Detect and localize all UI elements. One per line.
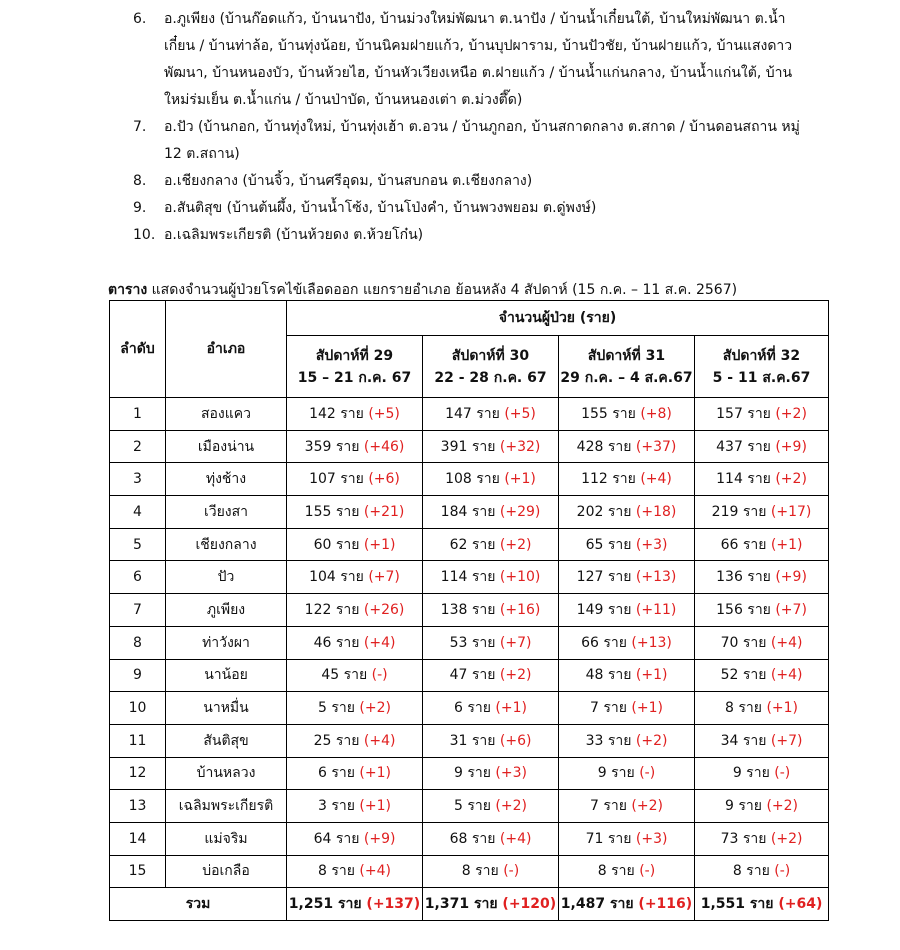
case-change: (+1)	[359, 765, 391, 782]
list-item	[0, 6, 900, 114]
district-cell: นาน้อย	[166, 659, 287, 692]
case-change: (-)	[503, 863, 520, 880]
list-item-number: 6.	[133, 11, 147, 27]
case-change: (+3)	[635, 830, 668, 847]
case-cell	[287, 757, 423, 790]
week-range: 15 – 21 ก.ค. 67	[297, 369, 412, 386]
case-cell	[287, 692, 423, 725]
case-count: 359 ราย	[304, 438, 360, 455]
case-cell	[695, 757, 829, 790]
case-change: (+18)	[635, 503, 677, 520]
case-change: (+5)	[368, 405, 400, 422]
case-cell	[287, 855, 423, 888]
case-count: 202 ราย	[576, 503, 632, 520]
case-count: 52 ราย	[720, 667, 767, 684]
case-cell	[423, 626, 559, 659]
case-change: (+1)	[635, 667, 668, 684]
case-count: 157 ราย	[716, 405, 771, 422]
case-count: 107 ราย	[309, 471, 364, 488]
case-count: 9 ราย	[597, 765, 635, 782]
case-cell	[423, 659, 559, 692]
case-cell	[287, 463, 423, 496]
list-item-text: อ.เชียงกลาง (บ้านจิ้ว, บ้านศรีอุดม, บ้านสบกอน ต.เชียงกลาง)	[164, 173, 533, 189]
week-title: สัปดาห์ที่ 30	[451, 347, 530, 364]
case-count: 25 ราย	[313, 732, 360, 749]
case-cell	[695, 790, 829, 823]
district-village-list	[0, 6, 900, 249]
rank-cell: 9	[110, 659, 166, 692]
case-change: (+1)	[359, 798, 391, 815]
total-label: รวม	[110, 888, 287, 921]
district-cell: ภูเพียง	[166, 594, 287, 627]
case-cell	[423, 528, 559, 561]
week-range: 5 - 11 ส.ค.67	[712, 369, 811, 386]
case-count: 5 ราย	[318, 700, 355, 717]
case-change: (+1)	[363, 536, 396, 553]
case-change: (+11)	[635, 601, 677, 618]
district-cell: บ่อเกลือ	[166, 855, 287, 888]
list-item	[0, 114, 900, 168]
case-count: 47 ราย	[449, 667, 496, 684]
case-count: 60 ราย	[313, 536, 360, 553]
rank-cell: 3	[110, 463, 166, 496]
rank-cell: 10	[110, 692, 166, 725]
total-row	[110, 888, 829, 921]
case-cell	[287, 822, 423, 855]
case-change: (+2)	[631, 798, 663, 815]
case-count: 8 ราย	[725, 700, 762, 717]
case-count: 136 ราย	[716, 569, 771, 586]
case-count: 6 ราย	[318, 765, 355, 782]
case-cell	[559, 692, 695, 725]
case-count: 104 ราย	[309, 569, 364, 586]
case-cell	[695, 528, 829, 561]
case-count: 114 ราย	[716, 471, 771, 488]
case-cell	[695, 724, 829, 757]
case-count: 147 ราย	[445, 405, 500, 422]
total-cell	[423, 888, 559, 921]
district-cell: เชียงกลาง	[166, 528, 287, 561]
list-item-text: อ.ปัว (บ้านกอก, บ้านทุ่งใหม่, บ้านทุ่งเฮ้า ต.อวน / บ้านภูกอก, บ้านสกาดกลาง ต.สกาด / บ้านดอนสถาน หมู่ 12 ต.สถาน)	[164, 119, 800, 162]
case-change: (-)	[774, 863, 791, 880]
case-change: (+8)	[640, 405, 672, 422]
case-change: (+4)	[363, 732, 396, 749]
table-row	[110, 659, 829, 692]
case-count: 114 ราย	[440, 569, 496, 586]
case-cell	[423, 855, 559, 888]
list-item	[0, 222, 900, 249]
district-cell: เวียงสา	[166, 496, 287, 529]
case-change: (+37)	[635, 438, 677, 455]
case-change: (+13)	[631, 634, 672, 651]
case-cell	[423, 822, 559, 855]
case-cell	[423, 692, 559, 725]
case-change: (+2)	[635, 732, 668, 749]
case-change: (+1)	[504, 471, 536, 488]
case-cell	[287, 659, 423, 692]
case-count: 138 ราย	[440, 601, 496, 618]
week-range: 29 ก.ค. – 4 ส.ค.67	[560, 369, 693, 386]
case-count: 184 ราย	[440, 503, 496, 520]
case-cell	[695, 398, 829, 431]
case-count: 3 ราย	[318, 798, 355, 815]
case-cell	[695, 561, 829, 594]
case-change: (-)	[774, 765, 791, 782]
case-change: (-)	[639, 765, 656, 782]
table-row	[110, 430, 829, 463]
table-row	[110, 561, 829, 594]
list-item-text: อ.เฉลิมพระเกียรติ (บ้านห้วยดง ต.ห้วยโก๋น)	[164, 227, 424, 243]
caption-label: ตาราง	[108, 282, 148, 298]
case-change: (+1)	[631, 700, 663, 717]
case-change: (+3)	[635, 536, 668, 553]
case-change: (+9)	[775, 569, 807, 586]
case-count: 155 ราย	[581, 405, 636, 422]
week-header	[559, 336, 695, 398]
district-cell: สองแคว	[166, 398, 287, 431]
header-district: อำเภอ	[166, 301, 287, 398]
case-count: 7 ราย	[590, 700, 627, 717]
total-cell	[287, 888, 423, 921]
week-title: สัปดาห์ที่ 31	[587, 347, 666, 364]
case-cell	[559, 659, 695, 692]
case-cell	[287, 594, 423, 627]
case-count: 68 ราย	[449, 830, 496, 847]
list-item-text: อ.สันติสุข (บ้านต้นผึ้ง, บ้านน้ำโซ้ง, บ้านโป่งคำ, บ้านพวงพยอม ต.ดู่พงษ์)	[164, 200, 597, 216]
case-change: (+2)	[359, 700, 391, 717]
case-change: (+4)	[359, 863, 391, 880]
district-cell: เฉลิมพระเกียรติ	[166, 790, 287, 823]
case-cell	[559, 398, 695, 431]
case-change: (+5)	[504, 405, 536, 422]
table-row	[110, 757, 829, 790]
table-row	[110, 822, 829, 855]
total-cell	[559, 888, 695, 921]
case-count: 437 ราย	[716, 438, 771, 455]
case-change: (+32)	[499, 438, 541, 455]
case-cell	[287, 398, 423, 431]
case-cell	[423, 757, 559, 790]
case-cell	[287, 724, 423, 757]
case-change: (+4)	[770, 634, 803, 651]
case-change: (+7)	[770, 732, 803, 749]
rank-cell: 2	[110, 430, 166, 463]
list-item	[0, 168, 900, 195]
case-change: (+2)	[495, 798, 527, 815]
case-cell	[695, 594, 829, 627]
case-change: (+17)	[770, 503, 812, 520]
district-cell: สันติสุข	[166, 724, 287, 757]
table-body	[110, 398, 829, 921]
list-item-number: 9.	[133, 200, 147, 216]
case-count: 66 ราย	[720, 536, 767, 553]
rank-cell: 11	[110, 724, 166, 757]
case-count: 53 ราย	[449, 634, 496, 651]
table-row	[110, 463, 829, 496]
table-row	[110, 724, 829, 757]
district-cell: นาหมื่น	[166, 692, 287, 725]
case-change: (+6)	[368, 471, 400, 488]
list-item-text: อ.ภูเพียง (บ้านก๊อดแก้ว, บ้านนาปัง, บ้านม่วงใหม่พัฒนา ต.นาปัง / บ้านน้ำเกี๋ยนใต้, บ้านใหม่พัฒนา ต.น้ำเกี๋ยน / บ้านท่าล้อ, บ้านทุ่งน้อย, บ้านนิคมฝายแก้ว, บ้านบุปผาราม, บ้านปัวชัย, บ้านฝายแก้ว, บ้านแสงดาวพัฒนา, บ้านหนองบัว, บ้านห้วยไฮ, บ้านหัวเวียงเหนือ ต.ฝายแก้ว / บ้านน้ำแก่นกลาง, บ้านน้ำแก่นใต้, บ้านใหม่ร่มเย็น ต.น้ำแก่น / บ้านป่าบัด, บ้านหนองเต่า ต.ม่วงตึ๊ด)	[164, 11, 793, 108]
week-header	[423, 336, 559, 398]
case-count: 65 ราย	[585, 536, 632, 553]
case-cell	[559, 822, 695, 855]
total-count: 1,371 ราย	[424, 896, 498, 913]
case-count: 33 ราย	[585, 732, 632, 749]
case-count: 48 ราย	[585, 667, 632, 684]
table-row	[110, 790, 829, 823]
rank-cell: 1	[110, 398, 166, 431]
total-count: 1,551 ราย	[700, 896, 774, 913]
case-cell	[287, 561, 423, 594]
rank-cell: 13	[110, 790, 166, 823]
district-cell: ทุ่งช้าง	[166, 463, 287, 496]
case-count: 391 ราย	[440, 438, 496, 455]
case-cell	[695, 430, 829, 463]
case-count: 156 ราย	[716, 601, 771, 618]
case-cell	[559, 594, 695, 627]
total-count: 1,251 ราย	[288, 896, 362, 913]
case-cell	[287, 496, 423, 529]
case-cell	[559, 561, 695, 594]
case-cell	[559, 430, 695, 463]
case-count: 7 ราย	[590, 798, 627, 815]
case-change: (+13)	[635, 569, 677, 586]
case-cell	[287, 528, 423, 561]
district-cell: ท่าวังผา	[166, 626, 287, 659]
case-count: 66 ราย	[581, 634, 627, 651]
case-change: (+7)	[775, 601, 807, 618]
case-count: 108 ราย	[445, 471, 500, 488]
case-cell	[695, 463, 829, 496]
case-count: 71 ราย	[585, 830, 632, 847]
case-change: (+3)	[495, 765, 527, 782]
case-change: (+7)	[368, 569, 400, 586]
rank-cell: 7	[110, 594, 166, 627]
case-count: 64 ราย	[313, 830, 360, 847]
case-count: 73 ราย	[720, 830, 767, 847]
district-cell: เมืองน่าน	[166, 430, 287, 463]
district-cell: ปัว	[166, 561, 287, 594]
case-cell	[559, 626, 695, 659]
case-cell	[559, 724, 695, 757]
rank-cell: 14	[110, 822, 166, 855]
case-cell	[695, 855, 829, 888]
case-count: 31 ราย	[449, 732, 496, 749]
case-cell	[559, 463, 695, 496]
case-cell	[287, 430, 423, 463]
case-count: 5 ราย	[454, 798, 491, 815]
list-item-number: 10.	[133, 227, 156, 243]
total-change: (+116)	[638, 896, 693, 913]
case-change: (+9)	[775, 438, 807, 455]
rank-cell: 15	[110, 855, 166, 888]
total-count: 1,487 ราย	[560, 896, 634, 913]
rank-cell: 8	[110, 626, 166, 659]
case-change: (+4)	[640, 471, 672, 488]
case-count: 149 ราย	[576, 601, 632, 618]
case-change: (-)	[639, 863, 656, 880]
week-range: 22 - 28 ก.ค. 67	[434, 369, 547, 386]
case-cell	[423, 430, 559, 463]
case-change: (+2)	[770, 830, 803, 847]
table-row	[110, 855, 829, 888]
case-count: 428 ราย	[576, 438, 632, 455]
total-change: (+64)	[778, 896, 823, 913]
week-header	[287, 336, 423, 398]
case-change: (+2)	[766, 798, 798, 815]
case-cell	[559, 855, 695, 888]
case-count: 155 ราย	[304, 503, 360, 520]
case-change: (+16)	[499, 601, 541, 618]
week-title: สัปดาห์ที่ 29	[315, 347, 394, 364]
list-item-number: 8.	[133, 173, 147, 189]
dengue-cases-table	[109, 300, 829, 921]
table-row	[110, 398, 829, 431]
case-cell	[423, 594, 559, 627]
table-row	[110, 692, 829, 725]
case-change: (+2)	[499, 536, 532, 553]
rank-cell: 4	[110, 496, 166, 529]
table-row	[110, 496, 829, 529]
case-cell	[423, 398, 559, 431]
case-change: (+2)	[775, 471, 807, 488]
case-cell	[695, 496, 829, 529]
rank-cell: 5	[110, 528, 166, 561]
case-count: 45 ราย	[321, 667, 368, 684]
caption-text: แสดงจำนวนผู้ป่วยโรคไข้เลือดออก แยกรายอำเภอ ย้อนหลัง 4 สัปดาห์ (15 ก.ค. – 11 ส.ค. 2567)	[147, 282, 738, 298]
case-change: (+4)	[770, 667, 803, 684]
table-caption	[108, 279, 868, 301]
case-cell	[559, 528, 695, 561]
case-change: (+4)	[363, 634, 396, 651]
case-count: 9 ราย	[732, 765, 770, 782]
case-cell	[423, 496, 559, 529]
case-count: 112 ราย	[581, 471, 636, 488]
table-row	[110, 528, 829, 561]
case-cell	[287, 626, 423, 659]
case-change: (+7)	[499, 634, 532, 651]
case-cell	[695, 692, 829, 725]
case-count: 122 ราย	[304, 601, 360, 618]
case-count: 8 ราย	[597, 863, 635, 880]
list-item	[0, 195, 900, 222]
case-cell	[695, 822, 829, 855]
case-count: 8 ราย	[461, 863, 499, 880]
case-change: (+21)	[363, 503, 405, 520]
case-count: 6 ราย	[454, 700, 491, 717]
case-change: (+4)	[499, 830, 532, 847]
case-count: 62 ราย	[449, 536, 496, 553]
district-cell: บ้านหลวง	[166, 757, 287, 790]
list-item-number: 7.	[133, 119, 147, 135]
case-cell	[423, 561, 559, 594]
case-change: (+2)	[775, 405, 807, 422]
case-change: (+9)	[363, 830, 396, 847]
case-cell	[287, 790, 423, 823]
case-change: (+2)	[499, 667, 532, 684]
case-cell	[559, 757, 695, 790]
header-rank: ลำดับ	[110, 301, 166, 398]
case-cell	[559, 496, 695, 529]
case-change: (+46)	[363, 438, 405, 455]
case-count: 9 ราย	[725, 798, 762, 815]
rank-cell: 6	[110, 561, 166, 594]
case-change: (+1)	[770, 536, 803, 553]
case-cell	[423, 790, 559, 823]
total-change: (+137)	[366, 896, 421, 913]
week-header	[695, 336, 829, 398]
case-cell	[423, 463, 559, 496]
case-count: 34 ราย	[720, 732, 767, 749]
case-count: 70 ราย	[720, 634, 767, 651]
case-cell	[559, 790, 695, 823]
total-change: (+120)	[502, 896, 557, 913]
header-patient-count: จำนวนผู้ป่วย (ราย)	[287, 301, 829, 336]
case-change: (+26)	[363, 601, 405, 618]
case-change: (+1)	[495, 700, 527, 717]
case-change: (+29)	[499, 503, 541, 520]
case-cell	[423, 724, 559, 757]
case-count: 127 ราย	[576, 569, 632, 586]
case-cell	[695, 659, 829, 692]
case-change: (+1)	[766, 700, 798, 717]
case-count: 9 ราย	[454, 765, 491, 782]
district-cell: แม่จริม	[166, 822, 287, 855]
case-count: 46 ราย	[313, 634, 360, 651]
case-count: 8 ราย	[318, 863, 355, 880]
total-cell	[695, 888, 829, 921]
table-row	[110, 626, 829, 659]
case-count: 142 ราย	[309, 405, 364, 422]
case-cell	[695, 626, 829, 659]
table-row	[110, 594, 829, 627]
case-count: 8 ราย	[732, 863, 770, 880]
rank-cell: 12	[110, 757, 166, 790]
case-change: (-)	[371, 667, 388, 684]
case-count: 219 ราย	[711, 503, 767, 520]
case-change: (+10)	[499, 569, 541, 586]
case-change: (+6)	[499, 732, 532, 749]
week-title: สัปดาห์ที่ 32	[722, 347, 801, 364]
